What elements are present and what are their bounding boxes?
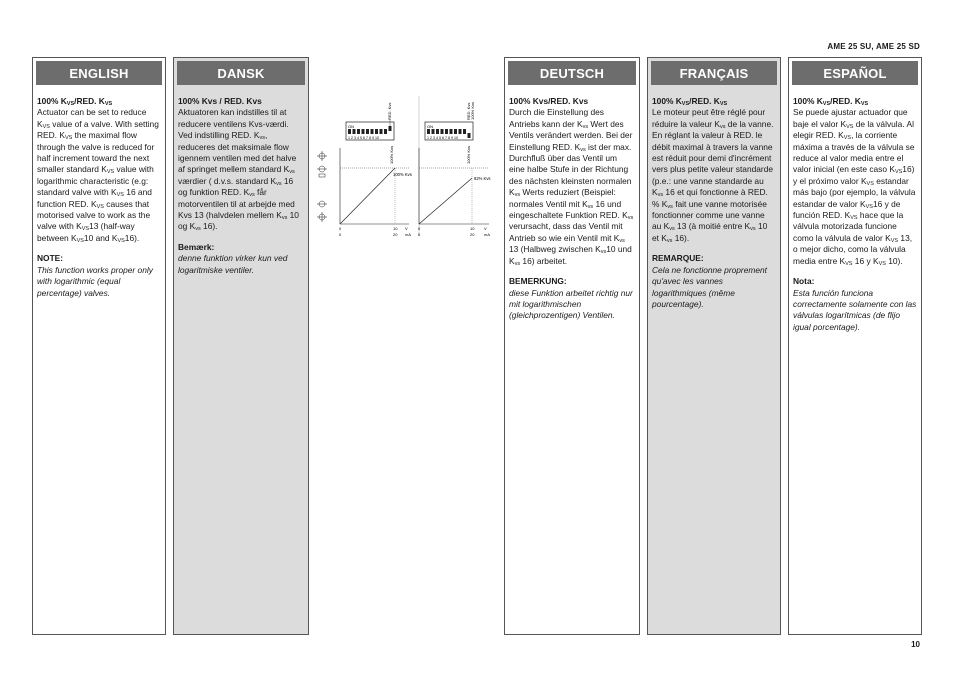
section-text: Aktuatoren kan indstilles til at reducere ventilens Kvs-værdi. Ved indstilling RED. $K_{vs}$, reduceres det maksimale flow igennem ventilen med det halve af springet mellem standard $K_{vs}$ værdier ( d.v.s. standard $K_{vs}$ 16 og funktion RED. $K_{vs}$ får motorventilen til at arbejde med Kvs 13 (halvdelen mellem $K_{vs}$ 10 og $K_{vs}$ 16). xyxy=(178,107,299,233)
x-tick-0b: 0 xyxy=(418,232,421,237)
vertical-label-100-kvs: 100% Kvs xyxy=(466,145,471,164)
x-tick-0: 0 xyxy=(339,226,342,231)
column-title: ESPAÑOL xyxy=(792,61,918,85)
column-body xyxy=(33,85,165,299)
x-tick-0: 0 xyxy=(418,226,421,231)
section-heading: 100% $K_{VS}$/RED. $K_{VS}$ xyxy=(652,96,728,107)
x-tick-10: 10 xyxy=(470,226,475,231)
section-text: Se puede ajustar actuador que baje el valor $K_{VS}$ de la válvula. Al elegir RED. $K_{VS}$, la corriente máxima a través de la válvula se reduce al valor media entre el valor inicial (en este caso $K_{VS}16$) y el próximo valor $K_{VS}$ estandar más bajo (por ejemplo, la válvula estandar de valor $K_{VS}16$ y de función RED. $K_{VS}$ hace que la válvula motorizada funcione como la válvula de valor $K_{VS}$ 13, o mejor dicho, como la válvula media entre $K_{VS}$ 16 y $K_{VS}$ 10). xyxy=(793,107,916,267)
column-title: FRANÇAIS xyxy=(651,61,777,85)
vertical-label-100-kvs: 100% Kvs xyxy=(389,145,394,164)
document-model-header: AME 25 SU, AME 25 SD xyxy=(827,42,920,51)
switch-label-100-kvs: 100% Kvs xyxy=(470,101,475,120)
dip-switch-left xyxy=(346,122,394,140)
column-deutsch xyxy=(504,57,640,635)
switch-label-red-kvs: RED. Kvs xyxy=(466,102,471,120)
note-text: Cela ne fonctionne proprement qu'avec les vannes logarithmiques (même pourcentage). xyxy=(652,264,767,309)
column-body xyxy=(505,85,639,322)
graph-right xyxy=(418,146,491,237)
note-text: denne funktion virker kun ved logaritmiske ventiler. xyxy=(178,253,288,275)
column-francais xyxy=(647,57,781,635)
note-heading: Nota: xyxy=(793,276,815,287)
section-text: Durch die Einstellung des Antriebs kann der $K_{vs}$ Wert des Ventils verändert werden. Bei der Einstellung RED. $K_{vs}$ ist der max. Durchfluß über das Ventil um eine halbe Stufe in der Richtung des nächsten kleinsten normalen $K_{vs}$ Werts reduziert (Beispiel: normales Ventil mit $K_{vs}$ 16 und eingeschaltete Funktion RED. $K_{vs}$ verursacht, dass das Ventil mit Antrieb so wie ein Ventil mit $K_{vs}$ 13 (Halbweg zwischen $K_{vs}10$ und $K_{vs}$ 16) arbeitet. xyxy=(509,107,634,267)
page-number: 10 xyxy=(911,640,920,649)
characteristic-line-100 xyxy=(340,168,395,224)
x-tick-10: 10 xyxy=(393,226,398,231)
dip-switch-numbers: 1 2 3 4 5 6 7 8 9 10 xyxy=(427,136,458,140)
characteristic-line-82 xyxy=(419,178,472,224)
x-unit-ma: mA xyxy=(484,232,490,237)
note-heading: REMARQUE: xyxy=(652,253,704,264)
section-text: Le moteur peut être réglé pour réduire la valeur $K_{vs}$ de la vanne. En réglant la valeur à RED. le débit maximal à travers la vanne est réduit pour demi d'incrément vers plus petite valeur standarde (p.e.: une vanne standarde au $K_{vs}$ 16 et qui fonctionne à RED. % $K_{vs}$ fait une vanne motorisée fonctionner comme une vanne au $K_{vs}$ 13 (à moitié entre $K_{vs}$ 10 et $K_{vs}$ 16). xyxy=(652,107,774,244)
valve-symbols xyxy=(317,151,327,222)
column-body xyxy=(648,85,780,310)
section-heading: 100% $K_{VS}$/RED. $K_{VS}$ xyxy=(37,96,113,107)
note-text: Esta función funciona correctamente solamente con las válvulas logarítmicas (de flijo igual porcentage). xyxy=(793,287,917,332)
note-heading: Bemærk: xyxy=(178,241,215,252)
graph-left xyxy=(339,146,412,237)
note-heading: BEMERKUNG: xyxy=(509,276,567,287)
kvs-switch-diagram xyxy=(313,96,503,246)
column-english xyxy=(32,57,166,635)
x-tick-20: 20 xyxy=(470,232,475,237)
x-tick-0b: 0 xyxy=(339,232,342,237)
curve-label-right: 82% Kvs xyxy=(474,176,491,181)
section-heading: 100% Kvs / RED. Kvs xyxy=(178,96,262,106)
x-unit-v: V xyxy=(405,226,408,231)
dip-switch-on-label: ON xyxy=(348,124,354,129)
curve-label-left: 100% Kvs xyxy=(393,172,412,177)
switch-label-red-kvs: RED. Kvs xyxy=(387,102,392,120)
column-body xyxy=(789,85,921,333)
column-title: ENGLISH xyxy=(36,61,162,85)
x-unit-v: V xyxy=(484,226,487,231)
column-title: DEUTSCH xyxy=(508,61,636,85)
x-tick-20: 20 xyxy=(393,232,398,237)
note-text: This function works proper only with logarithmic (equal percentage) valves. xyxy=(37,264,153,298)
x-unit-ma: mA xyxy=(405,232,411,237)
note-heading: NOTE: xyxy=(37,253,64,264)
column-title: DANSK xyxy=(177,61,305,85)
section-text: Actuator can be set to reduce $K_{VS}$ value of a valve. With setting RED. $K_{VS}$ the maximal flow through the valve is reduced for half increment toward the next smaller standard $K_{VS}$ value with logarithmic characteristic (e.g: standard valve with $K_{VS}$ 16 and function RED. $K_{VS}$ causes that motorised valve to work as the valve with $K_{VS}13$ (half-way between $K_{VS}10$ and $K_{VS}16$). xyxy=(37,107,159,244)
dip-switch-right xyxy=(425,122,473,140)
column-espanol xyxy=(788,57,922,635)
column-dansk xyxy=(173,57,309,635)
dip-switch-on-label: ON xyxy=(427,124,433,129)
column-body xyxy=(174,85,308,276)
dip-switch-numbers: 1 2 3 4 5 6 7 8 9 10 xyxy=(348,136,379,140)
section-heading: 100% $K_{VS}$/RED. $K_{VS}$ xyxy=(793,96,869,107)
note-text: diese Funktion arbeitet richtig nur mit logarithmischen (gleichprozentigen) Ventilen. xyxy=(509,287,633,321)
section-heading: 100% Kvs/RED. Kvs xyxy=(509,96,589,106)
